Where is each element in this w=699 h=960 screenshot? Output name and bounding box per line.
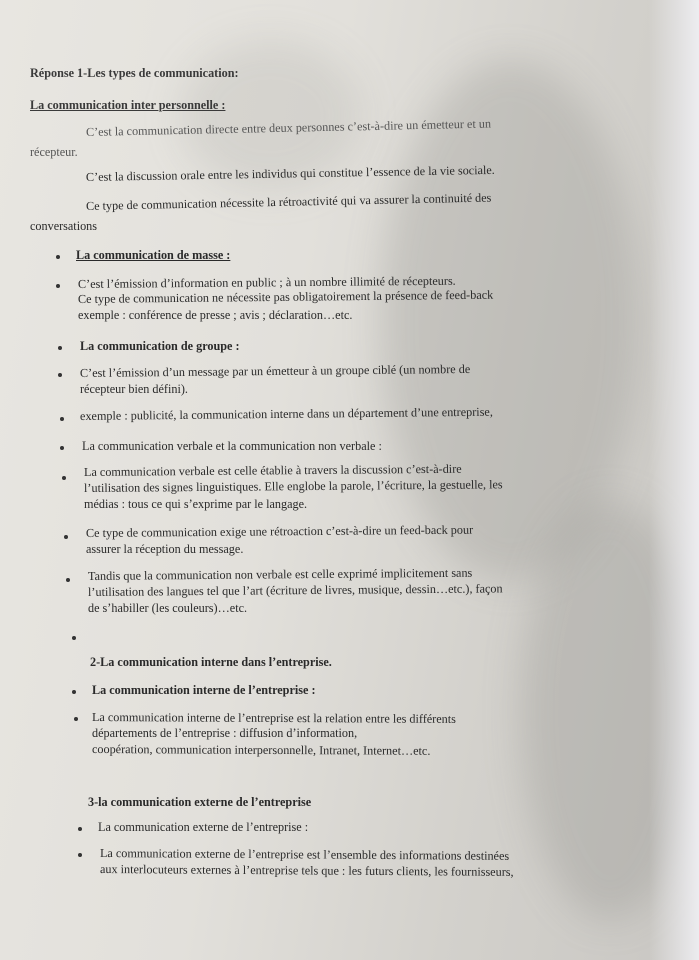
bullet-icon bbox=[66, 578, 70, 582]
heading-section-3: 3-la communication externe de l’entreprise bbox=[88, 795, 312, 809]
paragraph-line: Tandis que la communication non verbale est celle exprimé implicitement sans bbox=[87, 565, 473, 583]
paragraph-line: Ce type de communication exige une rétroaction c’est-à-dire un feed-back pour bbox=[85, 522, 474, 540]
bullet-icon bbox=[58, 373, 62, 377]
paragraph-line: médias : tous ce qui s’exprime par le langage. bbox=[84, 497, 308, 511]
paragraph-line: récepteur. bbox=[30, 145, 78, 159]
heading-interne: La communication interne de l’entreprise : bbox=[92, 683, 316, 697]
paragraph-line: de s’habiller (les couleurs)…etc. bbox=[88, 601, 248, 615]
paragraph-line: récepteur bien défini). bbox=[80, 382, 188, 396]
paragraph-line: Ce type de communication ne nécessite pas obligatoirement la présence de feed-back bbox=[77, 287, 494, 306]
heading-masse: La communication de masse : bbox=[76, 248, 231, 262]
paragraph-line: La communication verbale et la communication non verbale : bbox=[82, 439, 382, 453]
bullet-icon bbox=[60, 446, 64, 450]
bullet-icon bbox=[78, 827, 82, 831]
heading-section-2: 2-La communication interne dans l’entreprise. bbox=[90, 655, 332, 669]
bullet-icon bbox=[78, 853, 82, 857]
heading-interpersonnelle: La communication inter personnelle : bbox=[30, 98, 226, 112]
paragraph-line: C’est l’émission d’information en public ; à un nombre illimité de récepteurs. bbox=[77, 273, 456, 291]
paragraph-line: C’est la discussion orale entre les individus qui constitue l’essence de la vie sociale. bbox=[85, 162, 495, 184]
paragraph-line: l’utilisation des langues tel que l’art (écriture de livres, musique, dessin…etc.), façon bbox=[87, 581, 503, 599]
paragraph-line: C’est l’émission d’un message par un émetteur à un groupe ciblé (un nombre de bbox=[79, 361, 471, 380]
paragraph-line: l’utilisation des signes linguistiques. Elle englobe la parole, l’écriture, la gestuelle, les bbox=[83, 477, 503, 495]
paragraph-line: coopération, communication interpersonnelle, Intranet, Internet…etc. bbox=[91, 742, 431, 758]
bullet-icon bbox=[74, 717, 78, 721]
bullet-icon bbox=[58, 346, 62, 350]
paragraph-line: exemple : conférence de presse ; avis ; déclaration…etc. bbox=[78, 308, 353, 322]
paragraph-line: C’est la communication directe entre deux personnes c’est-à-dire un émetteur et un bbox=[85, 116, 492, 139]
bullet-icon bbox=[64, 535, 68, 539]
paragraph-line: conversations bbox=[30, 219, 98, 233]
bullet-icon bbox=[56, 284, 60, 288]
paragraph-line: La communication externe de l’entreprise est l’ensemble des informations destinées bbox=[99, 846, 510, 863]
heading-groupe: La communication de groupe : bbox=[80, 339, 240, 353]
bullet-icon bbox=[56, 255, 60, 259]
answer-title: Réponse 1-Les types de communication: bbox=[30, 66, 239, 80]
bullet-icon bbox=[72, 690, 76, 694]
paragraph-line: La communication interne de l’entreprise est la relation entre les différents bbox=[91, 710, 456, 726]
paragraph-line: assurer la réception du message. bbox=[86, 542, 244, 556]
paragraph-line: départements de l’entreprise : diffusion d’information, bbox=[92, 726, 358, 740]
paragraph-line: Ce type de communication nécessite la rétroactivité qui va assurer la continuité des bbox=[85, 190, 492, 213]
paragraph-line: exemple : publicité, la communication interne dans un département d’une entreprise, bbox=[79, 404, 493, 423]
bullet-icon bbox=[60, 417, 64, 421]
bullet-icon bbox=[62, 476, 66, 480]
paragraph-line: La communication verbale est celle établie à travers la discussion c’est-à-dire bbox=[83, 461, 462, 479]
paragraph-line: La communication externe de l’entreprise : bbox=[98, 820, 309, 834]
paragraph-line: aux interlocuteurs externes à l’entreprise tels que : les futurs clients, les fournisseurs, bbox=[99, 862, 514, 879]
bullet-icon bbox=[72, 636, 76, 640]
